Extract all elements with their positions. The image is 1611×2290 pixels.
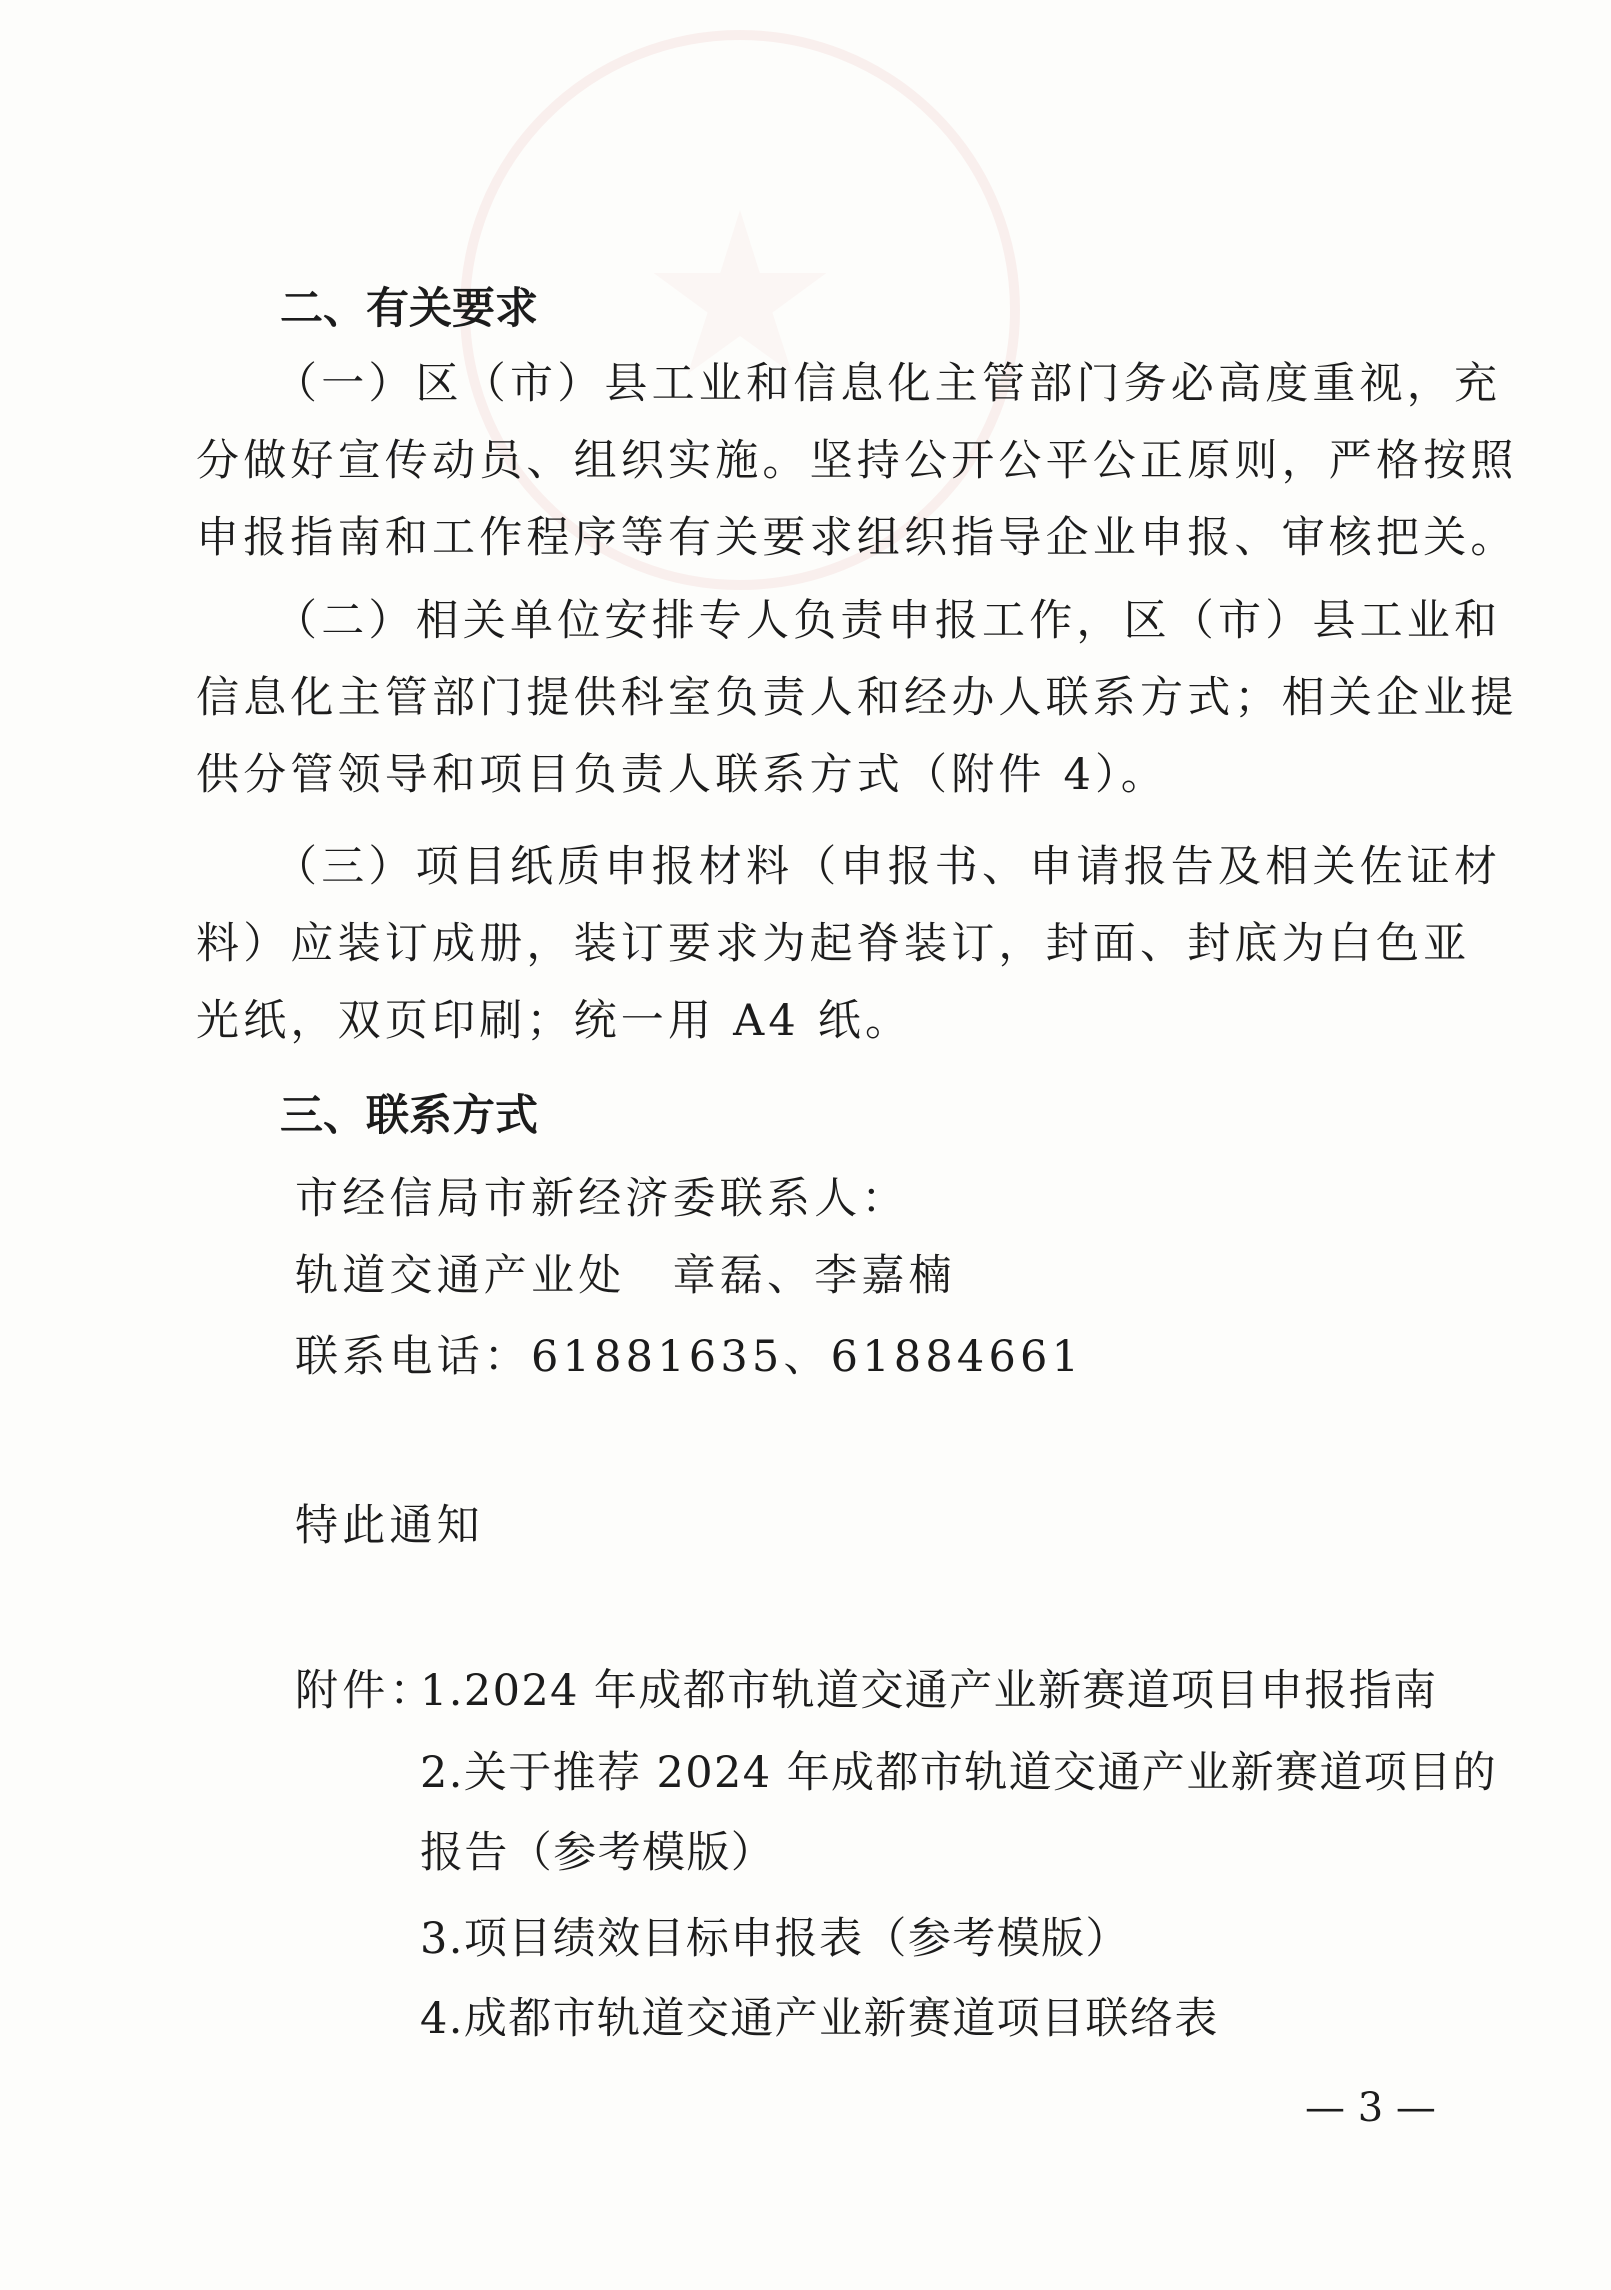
requirement-2-line-3: 供分管领导和项目负责人联系方式（附件 4）。 bbox=[196, 750, 1168, 800]
requirement-2-line-2: 信息化主管部门提供科室负责人和经办人联系方式；相关企业提 bbox=[196, 673, 1518, 723]
requirement-1-line-3: 申报指南和工作程序等有关要求组织指导企业申报、审核把关。 bbox=[196, 513, 1518, 563]
section-heading-requirements: 二、有关要求 bbox=[280, 284, 538, 334]
requirement-1-line-1: （一）区（市）县工业和信息化主管部门务必高度重视，充 bbox=[274, 359, 1502, 409]
attachment-item-2: 2.关于推荐 2024 年成都市轨道交通产业新赛道项目的 bbox=[420, 1748, 1497, 1798]
requirement-1-line-2: 分做好宣传动员、组织实施。坚持公开公平公正原则，严格按照 bbox=[196, 436, 1518, 486]
contact-line-2: 轨道交通产业处 章磊、李嘉楠 bbox=[295, 1251, 956, 1301]
requirement-3-line-1: （三）项目纸质申报材料（申报书、申请报告及相关佐证材 bbox=[274, 842, 1502, 892]
contact-line-1: 市经信局市新经济委联系人： bbox=[295, 1174, 909, 1224]
closing-text: 特此通知 bbox=[295, 1501, 484, 1551]
contact-line-3: 联系电话：61881635、61884661 bbox=[295, 1332, 1084, 1382]
requirement-3-line-3: 光纸，双页印刷；统一用 A4 纸。 bbox=[196, 996, 913, 1046]
page-number: — 3 — bbox=[1305, 2085, 1436, 2131]
requirement-3-line-2: 料）应装订成册，装订要求为起脊装订，封面、封底为白色亚 bbox=[196, 919, 1471, 969]
requirement-2-line-1: （二）相关单位安排专人负责申报工作，区（市）县工业和 bbox=[274, 596, 1502, 646]
attachment-item-3: 3.项目绩效目标申报表（参考模版） bbox=[420, 1914, 1130, 1964]
attachment-item-2-continued: 报告（参考模版） bbox=[420, 1828, 776, 1878]
attachment-item-1: 1.2024 年成都市轨道交通产业新赛道项目申报指南 bbox=[420, 1666, 1438, 1716]
attachment-item-4: 4.成都市轨道交通产业新赛道项目联络表 bbox=[420, 1994, 1219, 2044]
seal-bleedthrough bbox=[460, 30, 1020, 590]
section-heading-contact: 三、联系方式 bbox=[280, 1091, 538, 1141]
attachments-label: 附件： bbox=[295, 1666, 437, 1716]
